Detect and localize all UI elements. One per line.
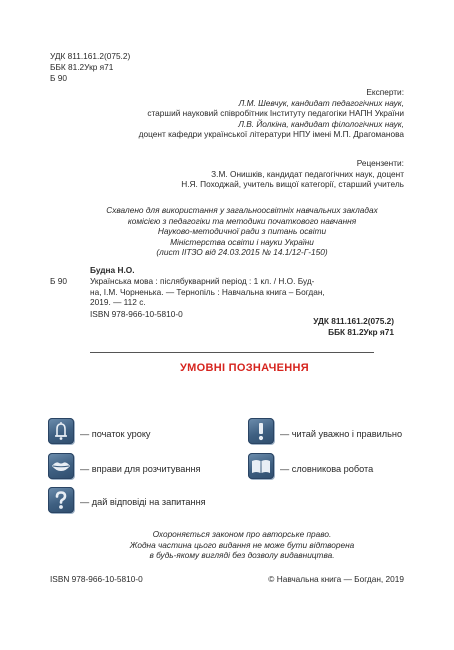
catalog-line: на, І.М. Чорненька. — Тернопіль : Навчальна книга – Богдан, <box>90 286 325 297</box>
bbk-code: ББК 81.2Укр я71 <box>50 62 114 72</box>
reviewer-line: Н.Я. Походжай, учитель вищої категорії, старший учитель <box>181 179 404 190</box>
reviewers-block <box>181 158 404 190</box>
approval-line: комісією з педагогіки та методики початкового навчання <box>127 215 357 226</box>
reviewers-heading: Рецензенти: <box>356 158 404 168</box>
catalog-author: Будна Н.О. <box>90 265 135 275</box>
approval-line: Міністерства освіти і науки України <box>170 236 314 247</box>
footer-isbn: ISBN 978-966-10-5810-0 <box>50 574 143 584</box>
approval-line: Науково-методичної ради з питань освіти <box>157 226 327 237</box>
approval-line: (лист ІІТЗО від 24.03.2015 № 14.1/12-Г-150) <box>156 247 328 258</box>
catalog-udk: УДК 811.161.2(075.2) <box>313 316 394 326</box>
legend-label-lesson-start: — початок уроку <box>80 429 151 439</box>
approval-block <box>60 205 424 258</box>
question-mark-icon <box>48 487 74 513</box>
catalog-isbn: ISBN 978-966-10-5810-0 <box>90 309 183 319</box>
catalog-line: Українська мова : післябукварний період : 1 кл. / Н.О. Буд- <box>90 276 315 286</box>
exclamation-icon <box>248 418 274 444</box>
experts-heading: Експерти: <box>366 87 404 97</box>
footer-publisher: © Навчальна книга — Богдан, 2019 <box>268 574 404 584</box>
catalog-line: 2019. — 112 с. <box>90 297 146 308</box>
catalog-index: Б 90 <box>50 276 67 286</box>
reviewer-line: З.М. Онишків, кандидат педагогічних наук, доцент <box>211 168 404 179</box>
open-book-icon <box>248 453 274 479</box>
lips-icon <box>48 453 74 479</box>
legend-label-answer-questions: — дай відповіді на запитання <box>80 497 206 507</box>
legend-title: УМОВНІ ПОЗНАЧЕННЯ <box>180 362 309 374</box>
legend-label-reading-exercises: — вправи для розчитування <box>80 464 201 474</box>
bell-icon <box>48 418 74 444</box>
legend-label-read-carefully: — читай уважно і правильно <box>280 429 403 439</box>
expert-line: Л.М. Шевчук, кандидат педагогічних наук, <box>238 97 404 108</box>
approval-line: Схвалено для використання у загальноосвітніх навчальних закладах <box>106 205 378 215</box>
expert-line: старший науковий співробітник Інституту педагогіки НАПН України <box>147 108 404 119</box>
expert-line: доцент кафедри української літератури НПУ імені М.П. Драгоманова <box>138 129 404 140</box>
copyright-line: Охороняється законом про авторське право. <box>152 529 332 539</box>
author-index: Б 90 <box>50 73 67 83</box>
catalog-description <box>90 276 325 308</box>
divider-line <box>90 352 374 353</box>
copyright-line: Жодна частина цього видання не може бути відтворена <box>129 539 355 550</box>
copyright-line: в будь-якому вигляді без дозволу видавництва. <box>149 550 335 561</box>
legend-label-vocabulary-work: — словникова робота <box>280 464 374 474</box>
udk-code: УДК 811.161.2(075.2) <box>50 51 131 61</box>
expert-line: Л.В. Йолкіна, кандидат філологічних наук, <box>238 118 404 129</box>
catalog-bbk: ББК 81.2Укр я71 <box>328 327 394 337</box>
copyright-notice <box>60 529 424 561</box>
experts-block <box>139 87 404 140</box>
